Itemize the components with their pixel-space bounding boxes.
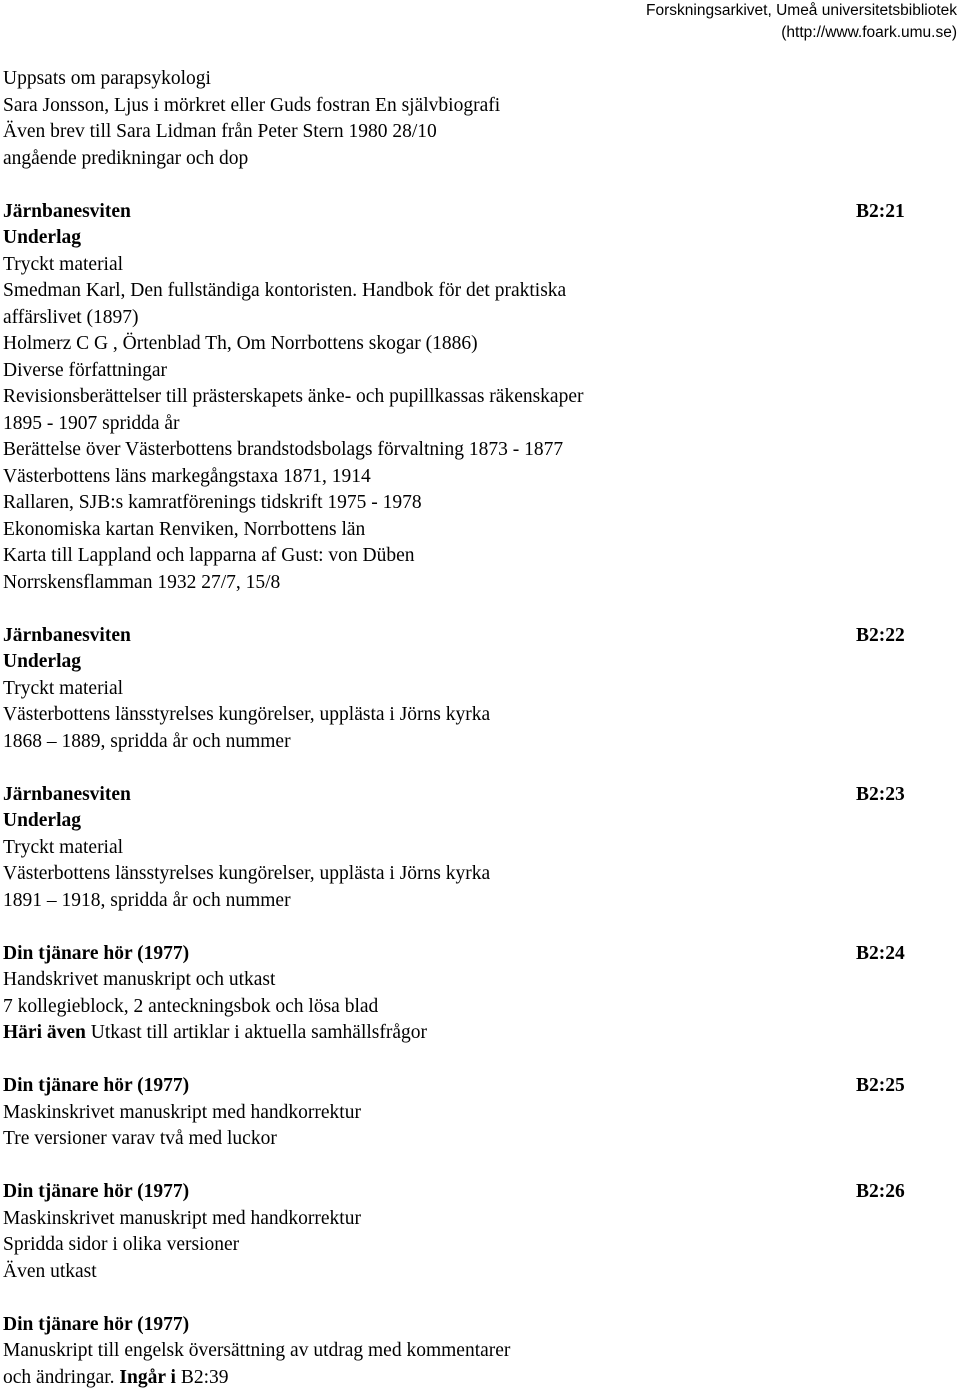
entry-line: Smedman Karl, Den fullständiga kontoristen. Handbok för det praktiska — [3, 280, 567, 301]
entry-code: B2:25 — [856, 1075, 905, 1096]
entry-line: Även utkast — [3, 1260, 97, 1282]
entry-line: Holmerz C G , Örtenblad Th, Om Norrbottens skogar (1886) — [3, 333, 478, 354]
entry-line: Revisionsberättelser till prästerskapets änke- och pupillkassas räkenskaper — [3, 386, 584, 407]
entry-title: Din tjänare hör (1977) — [3, 1181, 190, 1202]
entry-title: Järnbanesviten — [3, 200, 131, 222]
entry-header — [3, 199, 943, 226]
intro-line: Sara Jonsson, Ljus i mörkret eller Guds fostran En självbiografi — [3, 94, 501, 116]
entry-line: Karta till Lappland och lapparna af Gust: von Düben — [3, 545, 415, 566]
archive-header — [646, 0, 957, 44]
entry-line: Tryckt material — [3, 836, 124, 858]
note-reference: B2:39 — [175, 1366, 229, 1388]
entry-header — [3, 623, 943, 650]
entry-line: 1868 – 1889, spridda år och nummer — [3, 730, 291, 752]
entry-line: Tryckt material — [3, 253, 124, 275]
entry-line: Rallaren, SJB:s kamratförenings tidskrift 1975 - 1978 — [3, 492, 422, 513]
entry-code: B2:26 — [856, 1181, 905, 1202]
note-label: Ingår i — [119, 1366, 176, 1388]
entry-note — [3, 1020, 943, 1047]
entry-line: Maskinskrivet manuskript med handkorrektur — [3, 1207, 361, 1229]
note-text: och ändringar. — [3, 1366, 120, 1388]
entry-subtitle: Underlag — [3, 651, 81, 672]
entry-line: Ekonomiska kartan Renviken, Norrbottens län — [3, 518, 366, 540]
entry-title: Din tjänare hör (1977) — [3, 942, 190, 964]
entry-title: Din tjänare hör (1977) — [3, 1075, 190, 1096]
intro-line: Även brev till Sara Lidman från Peter Stern 1980 28/10 — [3, 121, 437, 142]
entry-header — [3, 1073, 943, 1100]
entry-title: Din tjänare hör (1977) — [3, 1313, 190, 1335]
entry-note — [3, 1365, 943, 1391]
entry-line: 7 kollegieblock, 2 anteckningsbok och lösa blad — [3, 995, 379, 1017]
entry-subtitle: Underlag — [3, 227, 81, 248]
entry-title: Järnbanesviten — [3, 624, 131, 646]
intro-line: angående predikningar och dop — [3, 147, 249, 169]
note-label: Häri även — [3, 1022, 86, 1043]
entry-code: B2:22 — [856, 624, 905, 646]
entry-code: B2:23 — [856, 783, 905, 805]
entry-line: Maskinskrivet manuskript med handkorrektur — [3, 1101, 361, 1123]
entry-subtitle: Underlag — [3, 810, 81, 831]
entry-line: Norrskensflamman 1932 27/7, 15/8 — [3, 571, 281, 593]
entry-line: affärslivet (1897) — [3, 306, 139, 328]
entry-line: Tryckt material — [3, 677, 124, 699]
entry-header — [3, 941, 943, 968]
intro-line: Uppsats om parapsykologi — [3, 68, 211, 89]
document-body — [3, 66, 943, 1391]
entry-line: Berättelse över Västerbottens brandstodsbolags förvaltning 1873 - 1877 — [3, 439, 564, 460]
entry-header — [3, 1179, 943, 1206]
entry-header — [3, 782, 943, 809]
entry-code: B2:21 — [856, 200, 905, 222]
entry-header — [3, 1312, 943, 1339]
entry-line: Västerbottens länsstyrelses kungörelser, upplästa i Jörns kyrka — [3, 863, 491, 884]
entry-line: Tre versioner varav två med luckor — [3, 1128, 277, 1149]
entry-line: Diverse författningar — [3, 359, 168, 381]
entry-title: Järnbanesviten — [3, 783, 131, 805]
header-url: (http://www.foark.umu.se) — [781, 24, 957, 41]
entry-line: Västerbottens länsstyrelses kungörelser, upplästa i Jörns kyrka — [3, 704, 491, 725]
entry-line: Västerbottens läns markegångstaxa 1871, 1914 — [3, 465, 371, 487]
entry-line: 1895 - 1907 spridda år — [3, 412, 180, 434]
entry-line: Manuskript till engelsk översättning av utdrag med kommentarer — [3, 1340, 511, 1361]
entry-line: Spridda sidor i olika versioner — [3, 1234, 240, 1255]
note-text: Utkast till artiklar i aktuella samhällsfrågor — [85, 1022, 428, 1043]
entry-line: 1891 – 1918, spridda år och nummer — [3, 889, 291, 911]
header-institution: Forskningsarkivet, Umeå universitetsbibliotek — [646, 2, 957, 19]
entry-code: B2:24 — [856, 942, 905, 964]
entry-line: Handskrivet manuskript och utkast — [3, 969, 276, 990]
